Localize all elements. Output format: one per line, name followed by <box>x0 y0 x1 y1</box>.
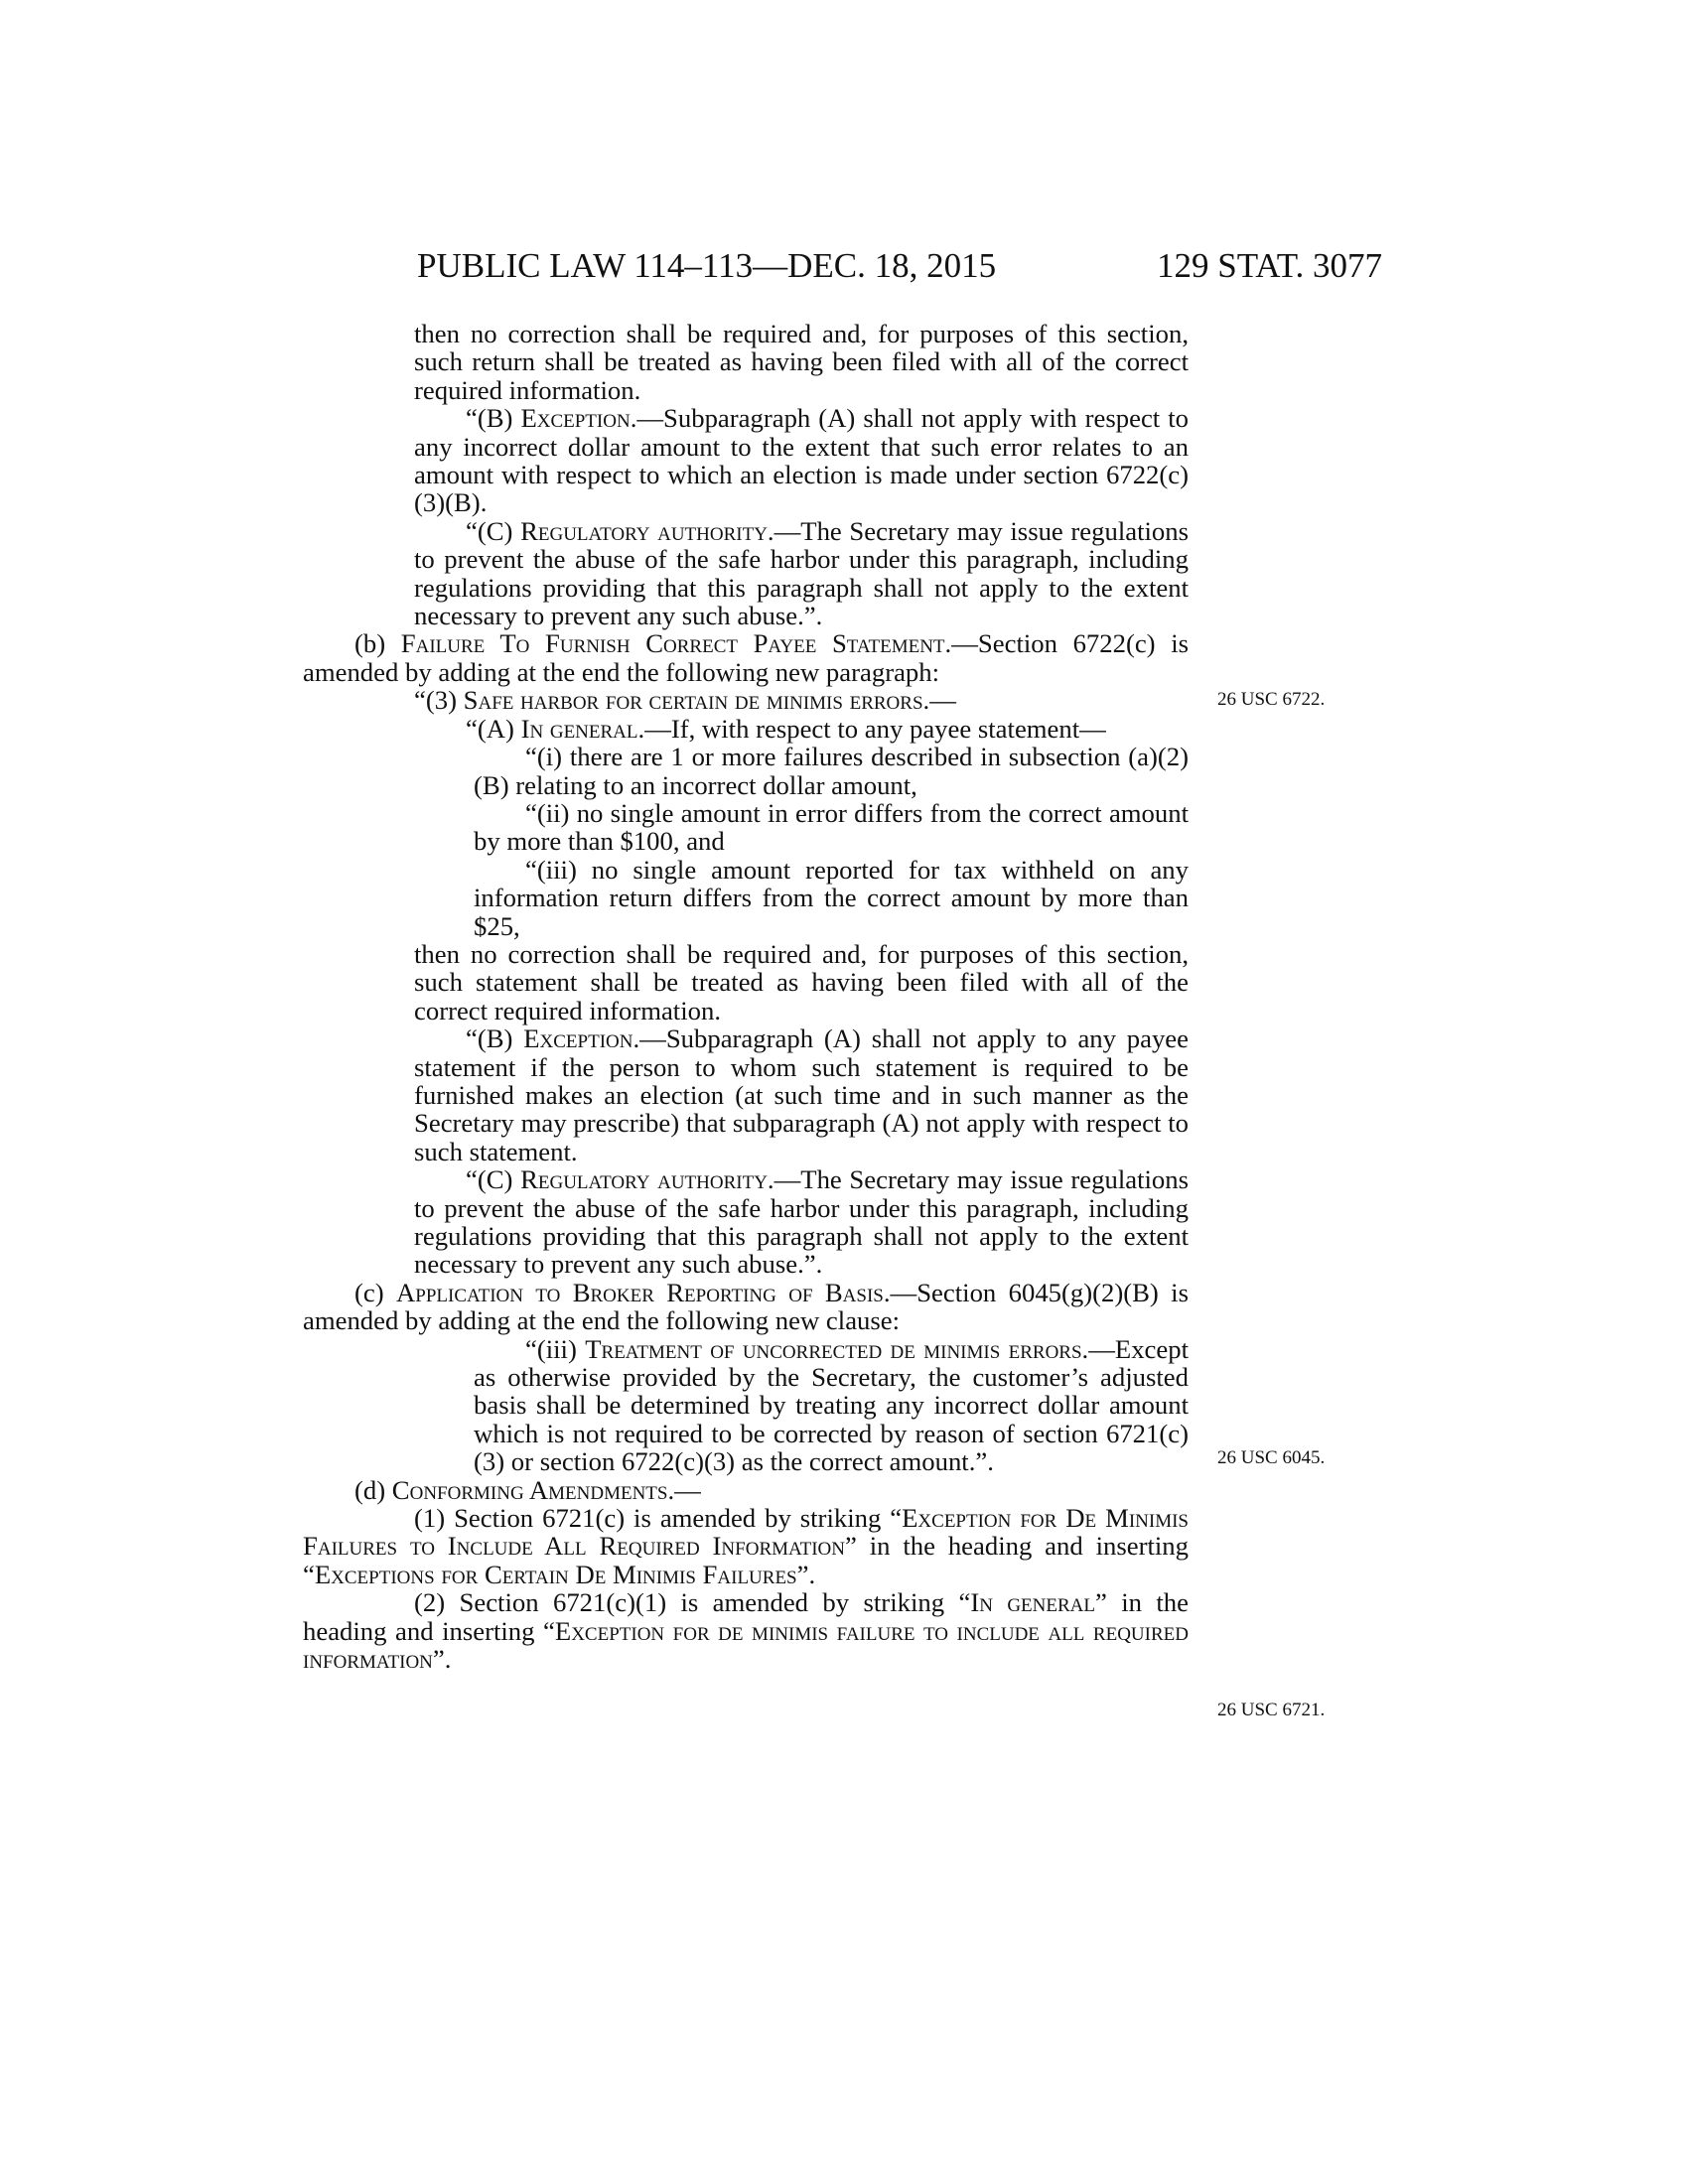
margin-note: 26 USC 6722. <box>1217 689 1326 710</box>
clause-iii: “(iii) no single amount reported for tax withheld on any information return differs from the correct amount by more than $25, <box>474 854 1189 941</box>
margin-note: 26 USC 6721. <box>1217 1700 1326 1720</box>
clause-iii-treatment: “(iii) Treatment of uncorrected de minimis errors.—Except as otherwise provided by the Secretary, the customer’s adjusted basis shall be determined by treating any incorrect dollar amount which is not required to be corrected by reason of section 6721(c)(3) or section 6722(c)(3) as the correct amount.”. <box>474 1333 1190 1477</box>
statute-body <box>303 320 1189 1674</box>
subparagraph-c-regulatory-authority: “(C) Regulatory authority.—The Secretary may issue regulations to prevent the abuse of the safe harbor under this paragraph, including regulations providing that this paragraph shall not apply to the extent necessary to prevent any such abuse.”. <box>414 1164 1189 1280</box>
paragraph-continuation: then no correction shall be required and, for purposes of this section, such statement shall be treated as having been filed with all of the correct required information. <box>414 938 1189 1025</box>
subsection-c: (c) Application to Broker Reporting of Basis.—Section 6045(g)(2)(B) is amended by adding at the end the following new clause: <box>303 1277 1189 1336</box>
subsection-d: (d) Conforming Amendments.— <box>354 1474 701 1505</box>
subparagraph-b-exception: “(B) Exception.—Subparagraph (A) shall not apply to any payee statement if the person to whom such statement is required to be furnished makes an election (at such time and in such manner as the Secretary may prescribe) that subparagraph (A) not apply with respect to such statement. <box>414 1024 1189 1166</box>
amendment-1: (1) Section 6721(c) is amended by striking “Exception for De Minimis Failures to Include All Required Information” in the heading and inserting “Exceptions for Certain De Minimis Failures”. <box>303 1503 1189 1589</box>
subsection-b: (b) Failure To Furnish Correct Payee Statement.—Section 6722(c) is amended by adding at the end the following new paragraph: <box>303 628 1189 687</box>
page-header <box>417 246 1382 296</box>
running-head: PUBLIC LAW 114–113—DEC. 18, 2015 <box>417 246 997 285</box>
clause-i: “(i) there are 1 or more failures described in subsection (a)(2)(B) relating to an incorrect dollar amount, <box>474 742 1189 800</box>
subparagraph-b-exception: “(B) Exception.—Subparagraph (A) shall not apply with respect to any incorrect dollar amount to the extent that such error relates to an amount with respect to which an election is made under section 6722(c)(3)(B). <box>414 403 1189 518</box>
paragraph-continuation: then no correction shall be required and, for purposes of this section, such return shall be treated as having been filed with all of the correct required information. <box>414 319 1189 405</box>
statute-page-number: 129 STAT. 3077 <box>1157 246 1382 285</box>
clause-ii: “(ii) no single amount in error differs from the correct amount by more than $100, and <box>474 797 1189 857</box>
amendment-2: (2) Section 6721(c)(1) is amended by striking “In general” in the heading and inserting “Exception for de minimis failure to include all required information”. <box>303 1587 1189 1675</box>
paragraph-3-heading: “(3) Safe harbor for certain de minimis errors.— <box>414 685 956 716</box>
subparagraph-a-in-general: “(A) In general.—If, with respect to any payee statement— <box>466 713 1106 744</box>
margin-note: 26 USC 6045. <box>1217 1447 1326 1468</box>
subparagraph-c-regulatory-authority: “(C) Regulatory authority.—The Secretary may issue regulations to prevent the abuse of the safe harbor under this paragraph, including regulations providing that this paragraph shall not apply to the extent necessary to prevent any such abuse.”. <box>414 515 1189 631</box>
